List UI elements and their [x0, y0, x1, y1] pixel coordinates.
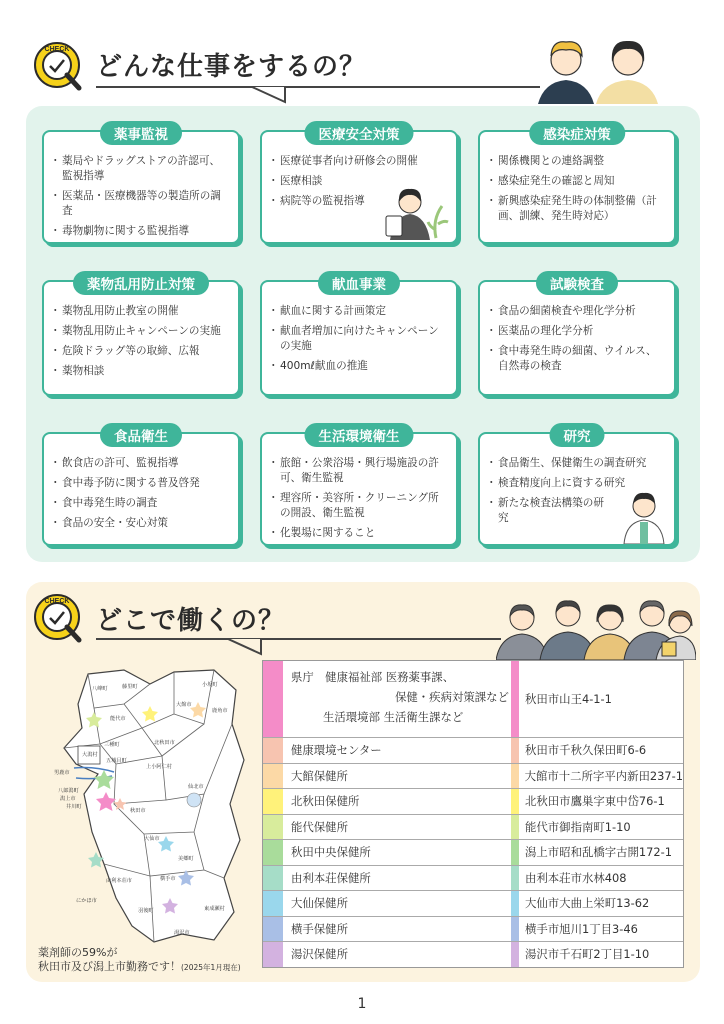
job-item: ・ 食中毒予防に関する普及啓発: [54, 476, 230, 491]
job-item: ・ 検査精度向上に資する研究: [490, 476, 666, 491]
section-title-work: どんな仕事をするの？: [96, 52, 367, 82]
map-note-line: 薬剤師の59%が: [38, 946, 118, 959]
svg-text:横手市: 横手市: [160, 876, 176, 882]
speech-line-right: [285, 86, 540, 88]
job-item: ・ 新興感染症発生時の体制整備（計画、訓練、発生時対応）: [490, 194, 666, 224]
woman-with-tablet-icon: [380, 180, 450, 240]
svg-text:小坂町: 小坂町: [202, 682, 218, 688]
svg-text:湯沢市: 湯沢市: [174, 930, 190, 936]
office-name: 湯沢保健所: [291, 947, 348, 962]
job-item: ・ 旅館・公衆浴場・興行場施設の許可、衛生監視: [272, 456, 448, 486]
job-card-title: 医療安全対策: [305, 121, 414, 145]
row-color-swatch: [511, 738, 519, 763]
office-name: 健康環境センター: [291, 743, 382, 758]
job-card-title: 感染症対策: [529, 121, 625, 145]
job-item: ・ 理容所・美容所・クリーニング所の開設、衛生監視: [272, 491, 448, 521]
job-item: ・ 献血に関する計画策定: [272, 304, 448, 319]
page-number: 1: [357, 996, 367, 1012]
section-title-workplace: どこで働くの？: [96, 606, 286, 636]
job-card-research: [478, 429, 676, 546]
office-address: 大仙市大曲上栄町13-62: [525, 896, 650, 911]
table-row: [263, 737, 683, 763]
office-address: 大館市十二所字平内新田237-1: [524, 768, 683, 783]
map-note: [38, 946, 241, 975]
job-card-blood-donation: [260, 277, 458, 396]
svg-text:大館市: 大館市: [176, 702, 192, 708]
office-address: 湯沢市千石町2丁目1-10: [525, 947, 650, 962]
svg-text:上小阿仁村: 上小阿仁村: [146, 764, 172, 770]
job-item: ・ 病院等の監視指導: [272, 194, 448, 209]
map-note-line: 秋田市及び潟上市勤務です！(2025年1月現在): [38, 960, 241, 973]
job-card-title: 食品衛生: [100, 423, 182, 447]
speech-tail-icon: [250, 86, 290, 106]
svg-text:大潟村: 大潟村: [82, 752, 98, 758]
svg-text:五城目町: 五城目町: [106, 758, 127, 764]
table-row-hq: [263, 661, 683, 737]
table-row: [263, 916, 683, 942]
speech-tail-icon: [226, 638, 266, 658]
row-color-swatch: [263, 917, 283, 942]
office-address: 由利本荘市水林408: [525, 870, 627, 885]
job-item: ・ 化製場に関すること: [272, 526, 448, 541]
row-color-swatch: [263, 891, 283, 916]
table-row: [263, 814, 683, 840]
job-item: ・ 食中毒発生時の調査: [54, 496, 230, 511]
job-card-food-hygiene: [42, 429, 240, 546]
job-item: ・ 新たな検査法構築の研究: [490, 496, 610, 526]
job-item: ・ 毒物劇物に関する監視指導: [54, 224, 230, 239]
row-color-swatch: [263, 764, 283, 789]
researcher-icon: [620, 486, 668, 544]
svg-text:潟上市: 潟上市: [60, 796, 76, 802]
job-card-title: 試験検査: [536, 271, 618, 295]
row-color-swatch: [263, 840, 283, 865]
svg-text:北秋田市: 北秋田市: [154, 740, 175, 746]
table-row: [263, 890, 683, 916]
svg-text:羽後町: 羽後町: [138, 908, 154, 914]
job-item: ・ 食品の安全・安心対策: [54, 516, 230, 531]
job-card-environmental-hygiene: [260, 429, 458, 546]
row-color-swatch: [511, 789, 519, 814]
check-magnifier-icon: [32, 40, 86, 94]
svg-text:鹿角市: 鹿角市: [212, 708, 228, 714]
svg-text:東成瀬村: 東成瀬村: [204, 906, 225, 912]
hq-line: 生活環境部 生活衛生課など: [323, 710, 464, 724]
office-name: 大仙保健所: [291, 896, 348, 911]
job-item: ・ 薬局やドラッグストアの許認可、監視指導: [54, 154, 230, 184]
job-item: ・ 薬物相談: [54, 364, 230, 379]
office-address: 横手市旭川1丁目3-46: [525, 921, 638, 936]
office-address: 秋田市千秋久保田町6-6: [525, 743, 647, 758]
svg-text:にかほ市: にかほ市: [76, 898, 97, 904]
svg-text:八郎潟町: 八郎潟町: [58, 788, 79, 794]
row-color-swatch: [511, 764, 519, 789]
row-color-swatch: [263, 942, 283, 967]
table-row: [263, 839, 683, 865]
office-address: 北秋田市鷹巣字東中岱76-1: [525, 794, 665, 809]
office-name: 横手保健所: [291, 921, 348, 936]
job-item: ・ 食品の細菌検査や理化学分析: [490, 304, 666, 319]
check-magnifier-icon: [32, 592, 86, 646]
table-row: [263, 788, 683, 814]
row-color-swatch: [511, 866, 519, 891]
job-card-title: 薬事監視: [100, 121, 182, 145]
hq-line: 県庁 健康福祉部 医務薬事課、: [291, 670, 455, 684]
job-card-drug-abuse-prevention: [42, 277, 240, 396]
job-item: ・ 医薬品の理化学分析: [490, 324, 666, 339]
row-color-swatch: [263, 866, 283, 891]
svg-text:男鹿市: 男鹿市: [54, 770, 70, 776]
job-item: ・ 関係機関との連絡調整: [490, 154, 666, 169]
hq-name: [283, 661, 511, 737]
office-address: 潟上市昭和乱橋字古開172-1: [525, 845, 673, 860]
row-color-swatch: [511, 815, 519, 840]
svg-text:井川町: 井川町: [66, 804, 82, 810]
table-row: [263, 865, 683, 891]
job-item: ・ 食品衛生、保健衛生の調査研究: [490, 456, 666, 471]
svg-text:大仙市: 大仙市: [144, 836, 160, 842]
svg-text:由利本荘市: 由利本荘市: [106, 878, 132, 884]
row-color-swatch: [511, 661, 519, 737]
job-item: ・ 食中毒発生時の細菌、ウイルス、自然毒の検査: [490, 344, 666, 374]
staff-group-illustration-icon: [496, 584, 696, 660]
svg-text:美郷町: 美郷町: [178, 856, 194, 862]
office-name: 大館保健所: [290, 768, 348, 783]
job-card-title: 献血事業: [318, 271, 400, 295]
svg-text:能代市: 能代市: [110, 716, 126, 722]
job-card-infection-control: [478, 127, 676, 244]
job-card-title: 薬物乱用防止対策: [73, 271, 209, 295]
svg-text:秋田市: 秋田市: [130, 808, 146, 814]
job-item: ・ 医療従事者向け研修会の開催: [272, 154, 448, 169]
job-card-title: 研究: [550, 423, 605, 447]
table-row: [263, 941, 683, 967]
svg-text:CHECK: CHECK: [44, 598, 70, 605]
job-card-pharma-inspection: [42, 127, 240, 244]
svg-text:八峰町: 八峰町: [92, 686, 108, 692]
office-name: 由利本荘保健所: [291, 870, 371, 885]
job-item: ・ 感染症発生の確認と周知: [490, 174, 666, 189]
akita-map: [54, 664, 258, 948]
hq-address: 秋田市山王4-1-1: [525, 692, 612, 706]
row-color-swatch: [263, 738, 283, 763]
map-note-date: (2025年1月現在): [181, 963, 241, 972]
job-item: ・ 薬物乱用防止キャンペーンの実施: [54, 324, 230, 339]
svg-text:藤里町: 藤里町: [122, 684, 138, 690]
job-item: ・ 医薬品・医療機器等の製造所の調査: [54, 189, 230, 219]
speech-line-right: [261, 638, 501, 640]
row-color-swatch: [263, 661, 283, 737]
row-color-swatch: [511, 917, 519, 942]
locations-table: [262, 660, 684, 968]
office-address: 能代市御指南町1-10: [525, 819, 631, 834]
row-color-swatch: [263, 815, 283, 840]
row-color-swatch: [263, 789, 283, 814]
job-card-title: 生活環境衛生: [305, 423, 414, 447]
table-row: [263, 763, 683, 789]
row-color-swatch: [511, 942, 519, 967]
job-card-testing: [478, 277, 676, 396]
svg-text:仙北市: 仙北市: [188, 784, 204, 790]
office-name: 北秋田保健所: [291, 794, 360, 809]
hq-line: 保健・疾病対策課など: [395, 690, 509, 704]
job-card-medical-safety: [260, 127, 458, 244]
row-color-swatch: [511, 840, 519, 865]
office-name: 秋田中央保健所: [291, 845, 371, 860]
svg-text:三種町: 三種町: [104, 742, 120, 748]
row-color-swatch: [511, 891, 519, 916]
job-item: ・ 危険ドラッグ等の取締、広報: [54, 344, 230, 359]
job-item: ・ 医療相談: [272, 174, 448, 189]
job-item: ・ 飲食店の許可、監視指導: [54, 456, 230, 471]
pharmacists-illustration-icon: [536, 32, 666, 104]
job-item: ・ 献血者増加に向けたキャンペーンの実施: [272, 324, 448, 354]
job-item: ・ 400mℓ献血の推進: [272, 359, 448, 374]
svg-text:CHECK: CHECK: [44, 46, 70, 53]
job-item: ・ 薬物乱用防止教室の開催: [54, 304, 230, 319]
office-name: 能代保健所: [291, 819, 348, 834]
